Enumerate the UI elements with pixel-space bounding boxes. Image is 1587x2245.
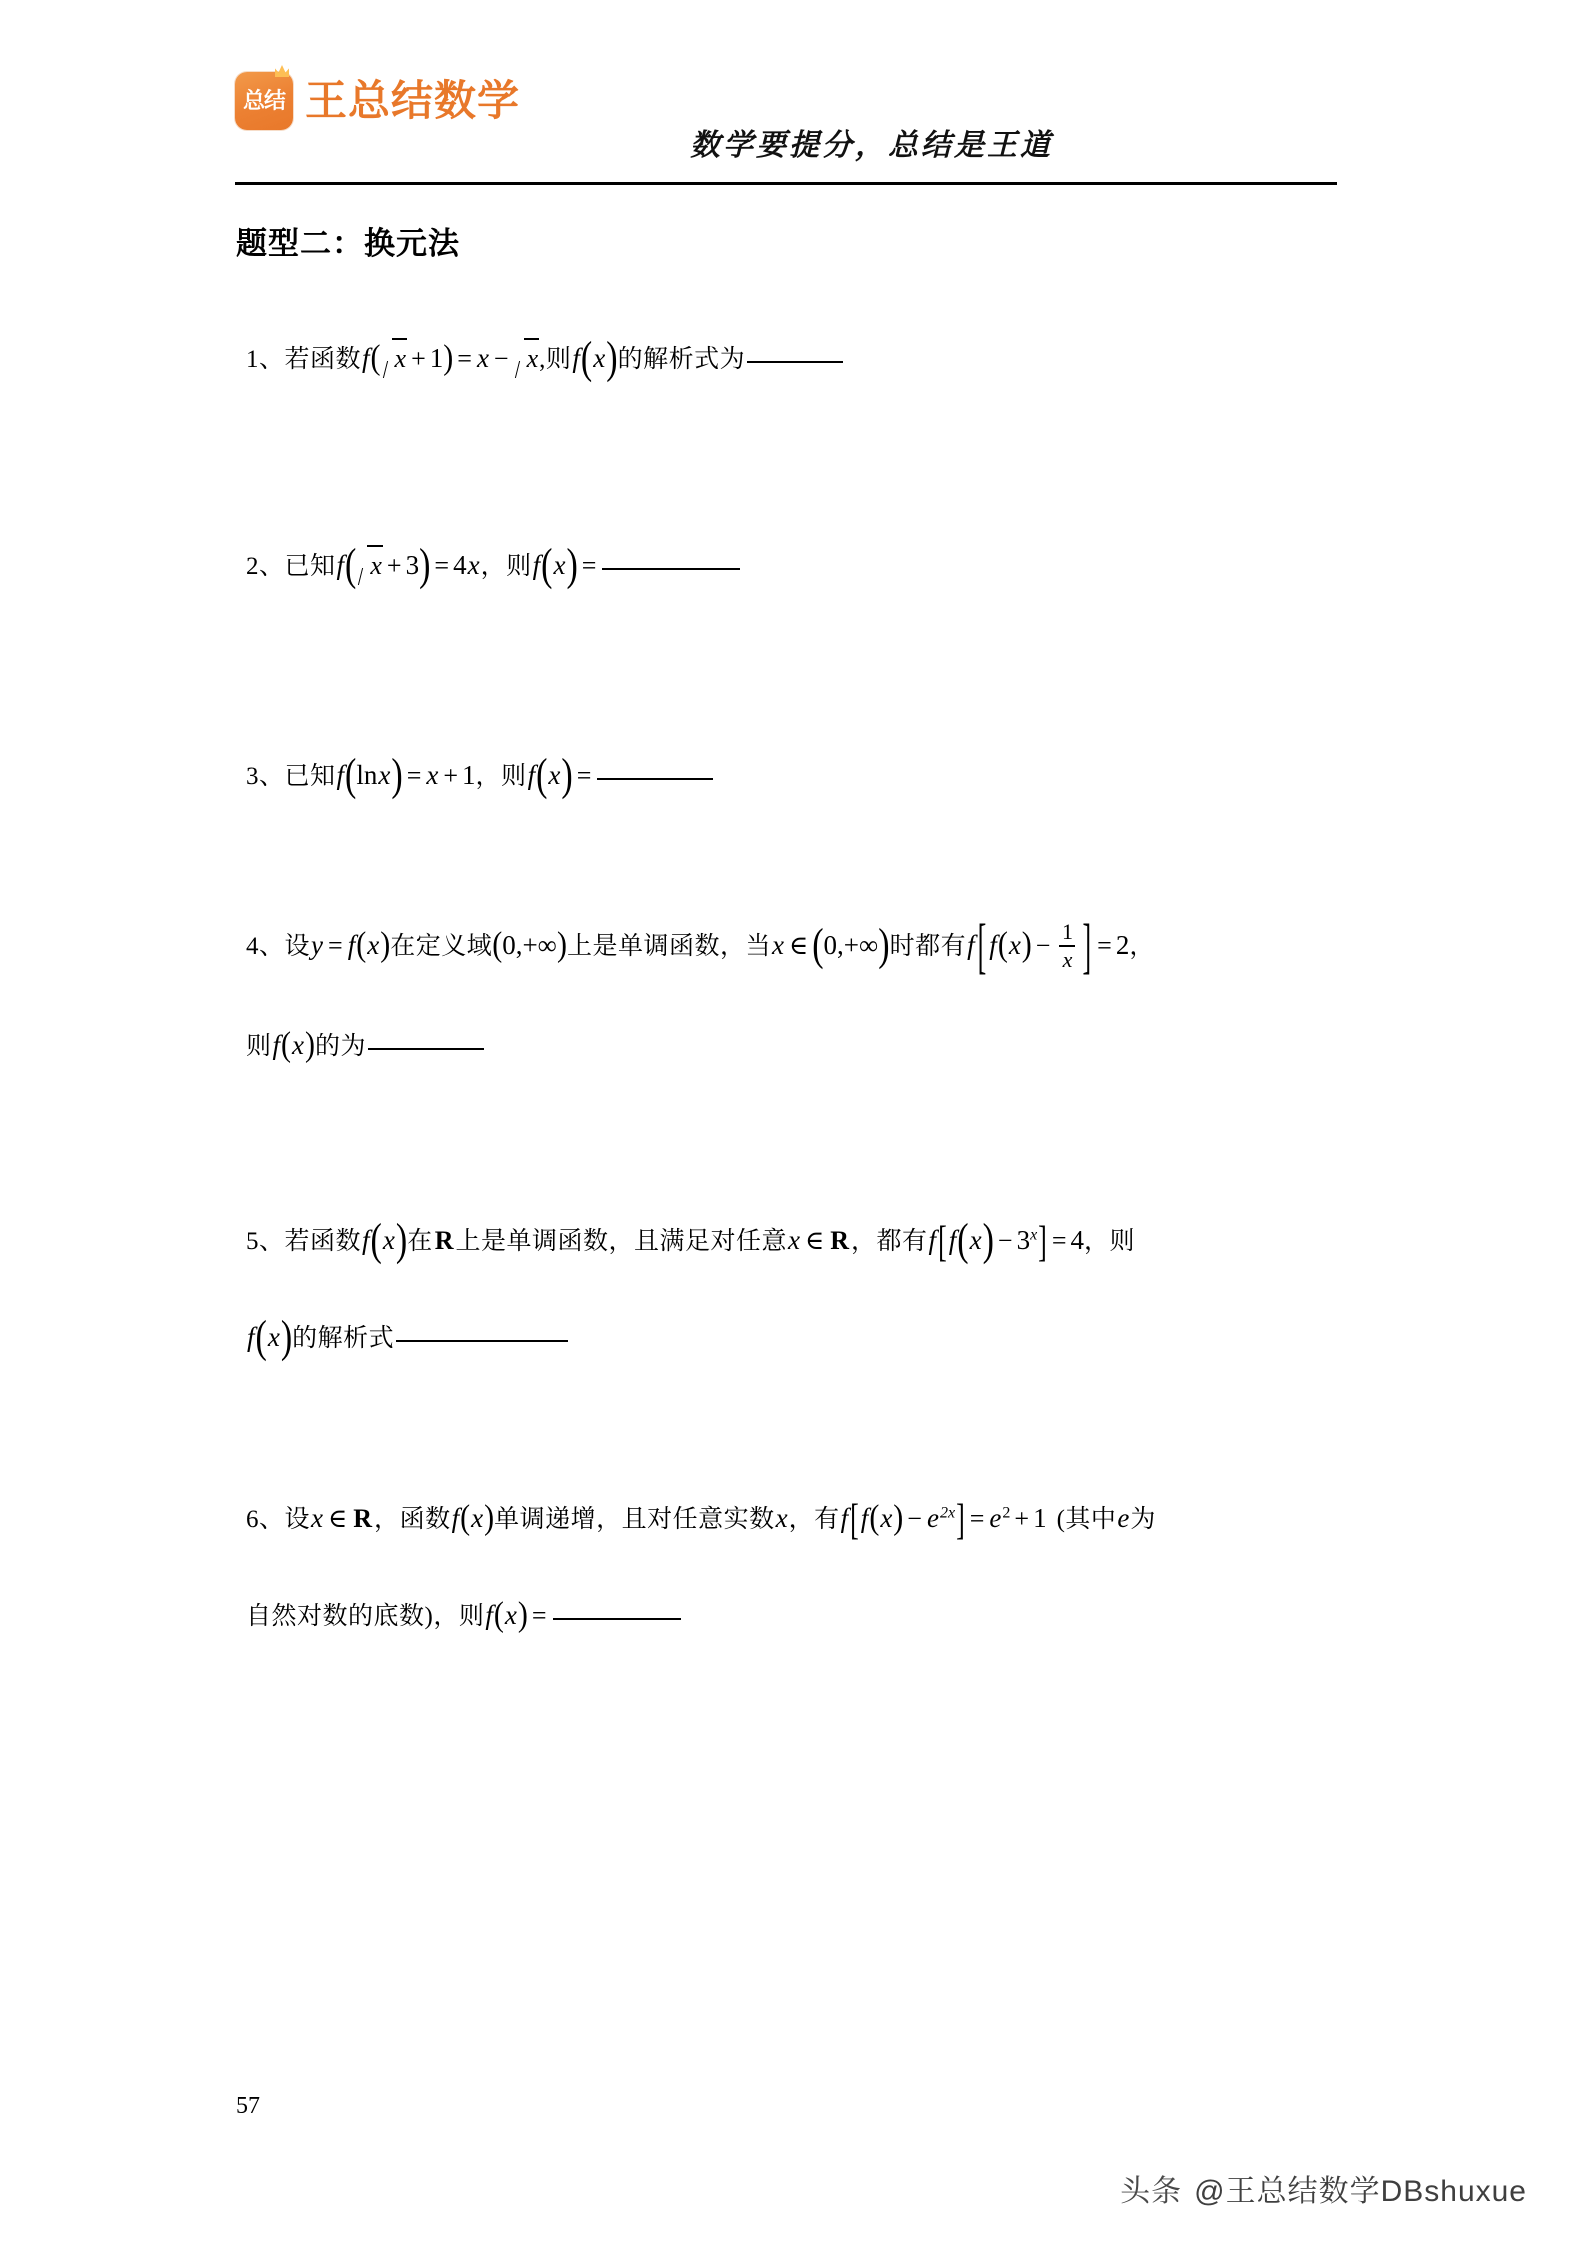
q3-rparen: ) — [391, 750, 403, 801]
q5-real-set-2: R — [830, 1226, 850, 1255]
q4-frac-numerator: 1 — [1061, 918, 1073, 944]
q5-f: f — [362, 1225, 370, 1255]
question-6-number: 6、 — [246, 1506, 285, 1533]
question-4-number: 4、 — [246, 933, 285, 960]
q6-rhs-e: e — [989, 1503, 1002, 1533]
q5-comma: ， — [851, 1228, 877, 1255]
brand-name: 王总结数学 — [305, 77, 521, 124]
q4-l2-rp: ) — [305, 1025, 316, 1064]
question-2 — [246, 540, 740, 591]
q6-inner-rp: ) — [893, 1498, 904, 1537]
footer-watermark — [1120, 2166, 1527, 2210]
q5-base: 3 — [1016, 1225, 1031, 1255]
page-number: 57 — [236, 2093, 260, 2119]
q4-eq2: = — [1097, 931, 1112, 960]
q6-lead: 设 — [284, 1506, 311, 1533]
q5-outer-f: f — [928, 1225, 937, 1255]
q5-bracket-right: ] — [1038, 1217, 1047, 1266]
q3-answer-blank[interactable] — [597, 778, 713, 780]
q4-interval-comma: , — [837, 930, 844, 960]
q1-comma: , — [539, 346, 546, 373]
q1-answer-blank[interactable] — [747, 361, 843, 363]
q1-sqrt-2 — [514, 339, 539, 379]
q6-inner-var: x — [880, 1503, 893, 1533]
q1-sqrt-1 — [382, 339, 407, 379]
q2-rhs-var: x — [467, 550, 480, 580]
crown-icon — [275, 65, 289, 77]
q1-plus: + — [411, 344, 426, 373]
q5-mid2: 上是单调函数，且满足对任意 — [455, 1228, 787, 1255]
q2-comma: ， — [480, 553, 507, 580]
q6-in: ∈ — [328, 1504, 348, 1533]
q5-l2-lp: ( — [255, 1312, 267, 1363]
q6-l2-eq: = — [531, 1601, 547, 1630]
q5-lp: ( — [370, 1215, 382, 1266]
q2-fx-rparen: ) — [566, 540, 578, 591]
q4-domain-comma: , — [515, 930, 523, 960]
q4-domain-b: +∞ — [522, 930, 557, 960]
q5-l2-tail: 的解析式 — [292, 1325, 395, 1352]
q6-note-e: e — [1117, 1503, 1130, 1533]
q6-wvar: x — [311, 1503, 324, 1533]
q2-eq2: = — [581, 551, 597, 580]
q4-in: ∈ — [788, 931, 809, 960]
question-4-line-2 — [246, 1022, 484, 1067]
q3-one: 1 — [462, 760, 476, 790]
q4-y: y — [311, 930, 324, 960]
question-6-line-2 — [246, 1592, 681, 1637]
q4-domain-lp: ( — [492, 925, 503, 964]
question-3-number: 3、 — [246, 763, 285, 790]
q5-l2-rp: ) — [280, 1312, 293, 1363]
q3-then: 则 — [501, 763, 527, 790]
question-3-lead: 已知 — [284, 763, 336, 790]
q6-note-tail: 为 — [1130, 1506, 1156, 1533]
q1-radicand-2: x — [526, 344, 539, 373]
watermark-handle: @王总结数学DBshuxue — [1194, 2175, 1527, 2208]
q6-comma-2: ， — [788, 1506, 815, 1533]
q2-rparen: ) — [419, 540, 431, 591]
q3-ln: ln — [356, 760, 378, 790]
q4-when: 当 — [745, 933, 771, 960]
q6-l2-lp: ( — [493, 1595, 504, 1634]
q4-l2-var: x — [292, 1030, 305, 1060]
q4-rp: ) — [380, 925, 391, 964]
q4-l2-then: 则 — [246, 1033, 272, 1060]
q4-l2-f: f — [272, 1030, 281, 1060]
q4-frac-denominator: x — [1062, 947, 1073, 973]
q4-var: x — [367, 930, 380, 960]
q4-bracket-right: ] — [1082, 912, 1092, 981]
q5-rp: ) — [395, 1215, 408, 1266]
q5-var: x — [382, 1225, 395, 1255]
q4-domain-a: 0 — [502, 930, 516, 960]
q1-fx-lparen: ( — [580, 333, 593, 384]
q6-lp: ( — [460, 1498, 471, 1537]
q4-interval-b: +∞ — [843, 930, 879, 960]
q6-mid1: 函数 — [399, 1506, 451, 1533]
brand-logo — [235, 72, 520, 130]
page-title: 题型二：换元法 — [236, 226, 460, 261]
q4-interval-a: 0 — [823, 930, 838, 960]
q5-comma-2: ， — [1084, 1228, 1110, 1255]
q5-inner-minus: − — [997, 1226, 1013, 1255]
q1-fx-f: f — [572, 343, 580, 373]
q3-comma: ， — [475, 763, 502, 790]
question-3 — [246, 750, 713, 801]
q1-one: 1 — [429, 343, 444, 373]
q4-mid1: 在定义域 — [390, 933, 493, 960]
question-1-number: 1、 — [246, 346, 285, 373]
q6-l2-lead: 自然对数的底数)，则 — [246, 1603, 485, 1630]
q4-mid2: 上是单调函数， — [566, 933, 746, 960]
q4-tail-comma: ， — [1129, 933, 1155, 960]
q2-fx-var: x — [553, 550, 566, 580]
q6-eq: = — [969, 1504, 985, 1533]
q5-wvar: x — [788, 1225, 800, 1255]
q1-lparen: ( — [370, 338, 381, 377]
q5-all: 都有 — [876, 1228, 928, 1255]
question-1-lead: 若函数 — [284, 346, 362, 373]
q6-l2-f: f — [485, 1600, 493, 1630]
q1-then: 则 — [545, 346, 572, 373]
q5-inner-rp: ) — [982, 1215, 994, 1266]
q5-mid1: 在 — [407, 1228, 433, 1255]
q1-fx-var: x — [593, 343, 606, 373]
q5-real-set: R — [434, 1226, 454, 1255]
question-6-line-1 — [246, 1495, 1156, 1544]
q2-answer-blank[interactable] — [602, 568, 740, 570]
question-1 — [246, 333, 843, 384]
q1-f: f — [362, 343, 370, 373]
q6-real-set: R — [353, 1504, 373, 1533]
q3-plus: + — [443, 761, 459, 790]
q2-sqrt — [357, 546, 382, 586]
q3-eq2: = — [576, 761, 592, 790]
q3-fx-rparen: ) — [561, 750, 573, 801]
q5-eq: = — [1051, 1226, 1067, 1255]
q6-comma: ， — [374, 1506, 400, 1533]
q2-radicand: x — [370, 551, 382, 580]
q3-fx-f: f — [527, 760, 536, 790]
q6-answer-blank[interactable] — [553, 1618, 681, 1620]
header-divider — [235, 182, 1337, 185]
q6-mid2: 单调递增，且对任意实数 — [494, 1506, 775, 1533]
q3-rhs-var: x — [426, 760, 439, 790]
q6-e-base: e — [926, 1503, 939, 1533]
q2-then: 则 — [506, 553, 532, 580]
q6-rhs-exponent: 2 — [1002, 1504, 1011, 1522]
q6-e-exponent: 2x — [939, 1504, 956, 1522]
q2-rhs-coef: 4 — [453, 550, 467, 580]
q3-lparen: ( — [345, 750, 357, 801]
logo-badge — [235, 72, 293, 130]
q5-answer-blank[interactable] — [396, 1340, 568, 1342]
q3-fx-lparen: ( — [536, 750, 548, 801]
q4-fraction — [1059, 920, 1075, 973]
question-5-line-2 — [246, 1312, 568, 1363]
q6-have: 有 — [814, 1506, 840, 1533]
q5-then: 则 — [1109, 1228, 1136, 1255]
q1-x: x — [476, 343, 489, 373]
q2-three: 3 — [405, 550, 420, 580]
q1-tail: 的解析式为 — [617, 346, 746, 373]
q6-rhs-one: 1 — [1033, 1503, 1047, 1533]
q6-rp: ) — [484, 1498, 495, 1537]
q6-l2-var: x — [504, 1600, 517, 1630]
q5-lead: 若函数 — [284, 1228, 362, 1255]
q4-lead: 设 — [284, 933, 311, 960]
q6-bracket-left: [ — [850, 1495, 859, 1544]
q5-in: ∈ — [804, 1226, 825, 1255]
q1-fx-rparen: ) — [606, 333, 618, 384]
q2-fx-lparen: ( — [541, 540, 553, 591]
q6-l2-rp: ) — [517, 1595, 528, 1634]
q5-l2-f: f — [247, 1322, 255, 1352]
q6-outer-f: f — [840, 1503, 849, 1533]
q6-note-open: (其中 — [1056, 1506, 1117, 1533]
q4-l2-lp: ( — [281, 1025, 292, 1064]
q2-plus: + — [386, 551, 402, 580]
q2-lparen: ( — [345, 540, 357, 591]
question-5-number: 5、 — [246, 1228, 285, 1255]
q1-radicand-1: x — [394, 344, 407, 373]
header-slogan: 数学要提分，总结是王道 — [690, 129, 1053, 162]
q4-interval-lp: ( — [812, 920, 824, 971]
q4-domain-rp: ) — [556, 925, 567, 964]
q1-equals: = — [457, 344, 472, 373]
q4-lp: ( — [356, 925, 367, 964]
q5-l2-var: x — [267, 1322, 280, 1352]
q4-interval-rp: ) — [878, 920, 890, 971]
q6-var: x — [471, 1503, 484, 1533]
page-header — [235, 72, 1340, 182]
q3-equals: = — [406, 761, 422, 790]
q6-inner-f: f — [860, 1503, 869, 1533]
q4-eq: = — [328, 931, 343, 960]
q4-bracket-left: [ — [977, 912, 987, 981]
q6-inner-minus: − — [907, 1504, 922, 1533]
q4-wvar: x — [771, 930, 784, 960]
q6-inner-lp: ( — [869, 1498, 880, 1537]
q1-minus: − — [493, 344, 509, 373]
q4-inner-f: f — [989, 930, 997, 960]
question-2-lead: 已知 — [284, 553, 336, 580]
q6-rvar: x — [775, 1503, 788, 1533]
q5-bracket-left: [ — [938, 1217, 947, 1266]
q3-fx-var: x — [548, 760, 561, 790]
q6-bracket-right: ] — [956, 1495, 965, 1544]
question-5-line-1 — [246, 1215, 1135, 1266]
q3-f: f — [336, 760, 345, 790]
q5-inner-lp: ( — [957, 1215, 969, 1266]
q4-inner-rp: ) — [1021, 925, 1032, 964]
q4-inner-minus: − — [1035, 931, 1051, 960]
q4-outer-f: f — [967, 930, 975, 960]
q2-fx-f: f — [532, 550, 541, 580]
q5-exponent: x — [1030, 1226, 1038, 1244]
question-4-line-1 — [246, 912, 1155, 981]
q4-f: f — [347, 930, 356, 960]
q1-rparen: ) — [443, 338, 454, 377]
q2-f: f — [336, 550, 345, 580]
q5-inner-var: x — [969, 1225, 982, 1255]
q5-inner-f: f — [948, 1225, 957, 1255]
q3-ln-var: x — [378, 760, 391, 790]
logo-badge-label: 总结 — [242, 88, 285, 113]
q6-rhs-plus: + — [1014, 1504, 1030, 1533]
q4-inner-var: x — [1008, 930, 1021, 960]
q2-equals: = — [434, 551, 450, 580]
watermark-source-label: 头条 — [1120, 2175, 1183, 2208]
q5-value: 4 — [1070, 1225, 1085, 1255]
q4-l2-tail: 的为 — [315, 1033, 367, 1060]
question-2-number: 2、 — [246, 553, 285, 580]
q4-answer-blank[interactable] — [368, 1048, 484, 1050]
q4-inner-lp: ( — [997, 925, 1008, 964]
q6-f: f — [451, 1503, 460, 1533]
q4-value: 2 — [1115, 930, 1130, 960]
q4-mid3: 时都有 — [889, 933, 967, 960]
